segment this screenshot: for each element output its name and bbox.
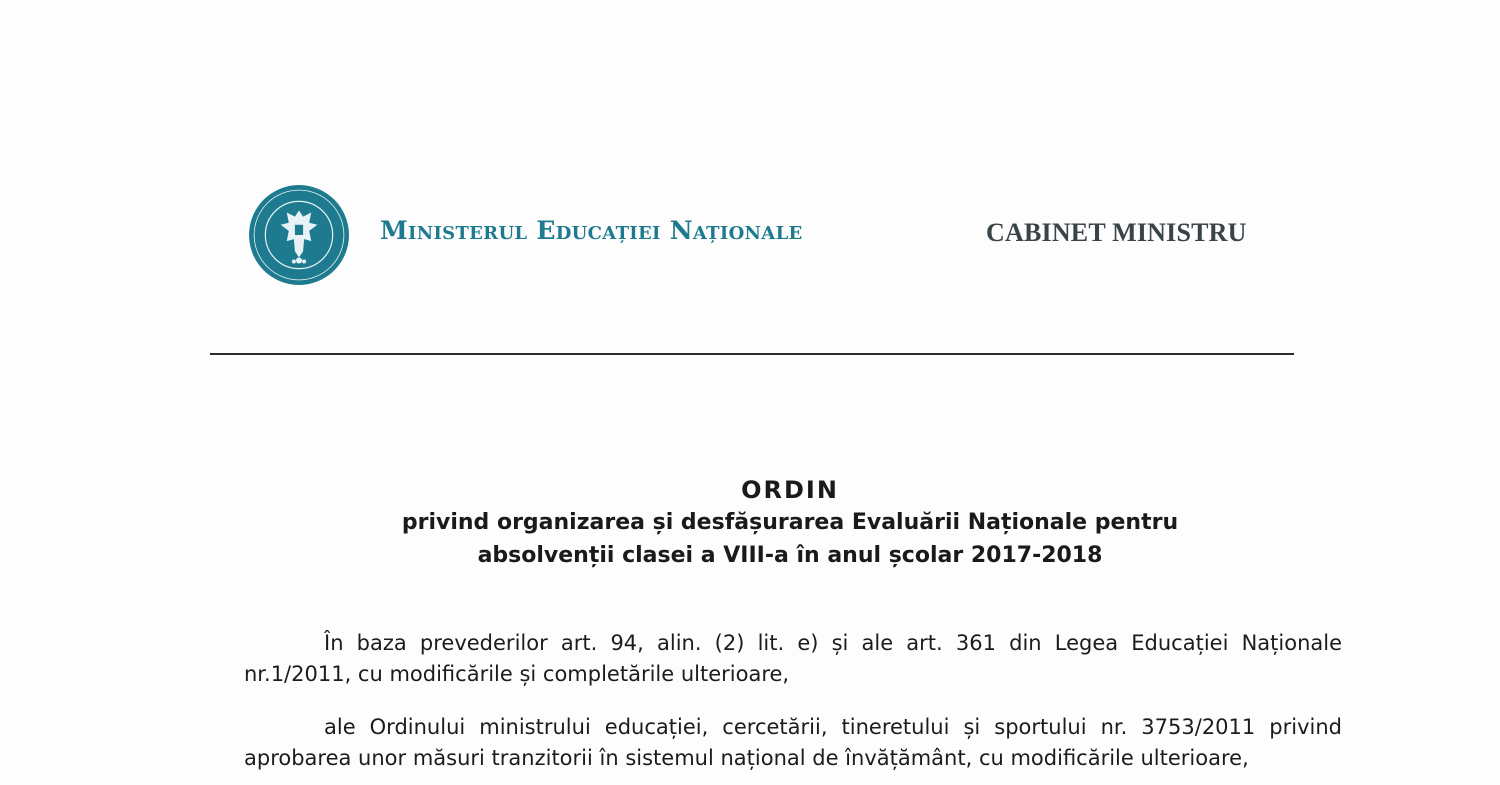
subtitle-line-1: privind organizarea și desfășurarea Evaluării Naționale pentru: [401, 510, 1179, 535]
government-seal-icon: [248, 184, 350, 286]
paragraph-legal-basis: În baza prevederilor art. 94, alin. (2) lit. e) și ale art. 361 din Legea Educației Naționale nr.1/2011, cu modificările și completările ulterioare,: [244, 631, 1342, 686]
document-title: ORDIN: [741, 476, 839, 504]
subtitle-line-2: absolvenții clasei a VIII-a în anul școlar 2017-2018: [477, 543, 1103, 568]
ministry-name: Ministerul Educației Naționale: [380, 216, 803, 245]
paragraph-order-reference: ale Ordinului ministrului educației, cercetării, tineretului și sportului nr. 3753/2011 privind aprobarea unor măsuri tranzitorii în sistemul național de învățământ, cu modificările ulterioare,: [244, 715, 1342, 770]
document-subtitle: [340, 506, 1240, 572]
header-divider: [210, 353, 1294, 355]
document-heading: [240, 474, 1340, 572]
cabinet-label: CABINET MINISTRU: [986, 218, 1247, 247]
